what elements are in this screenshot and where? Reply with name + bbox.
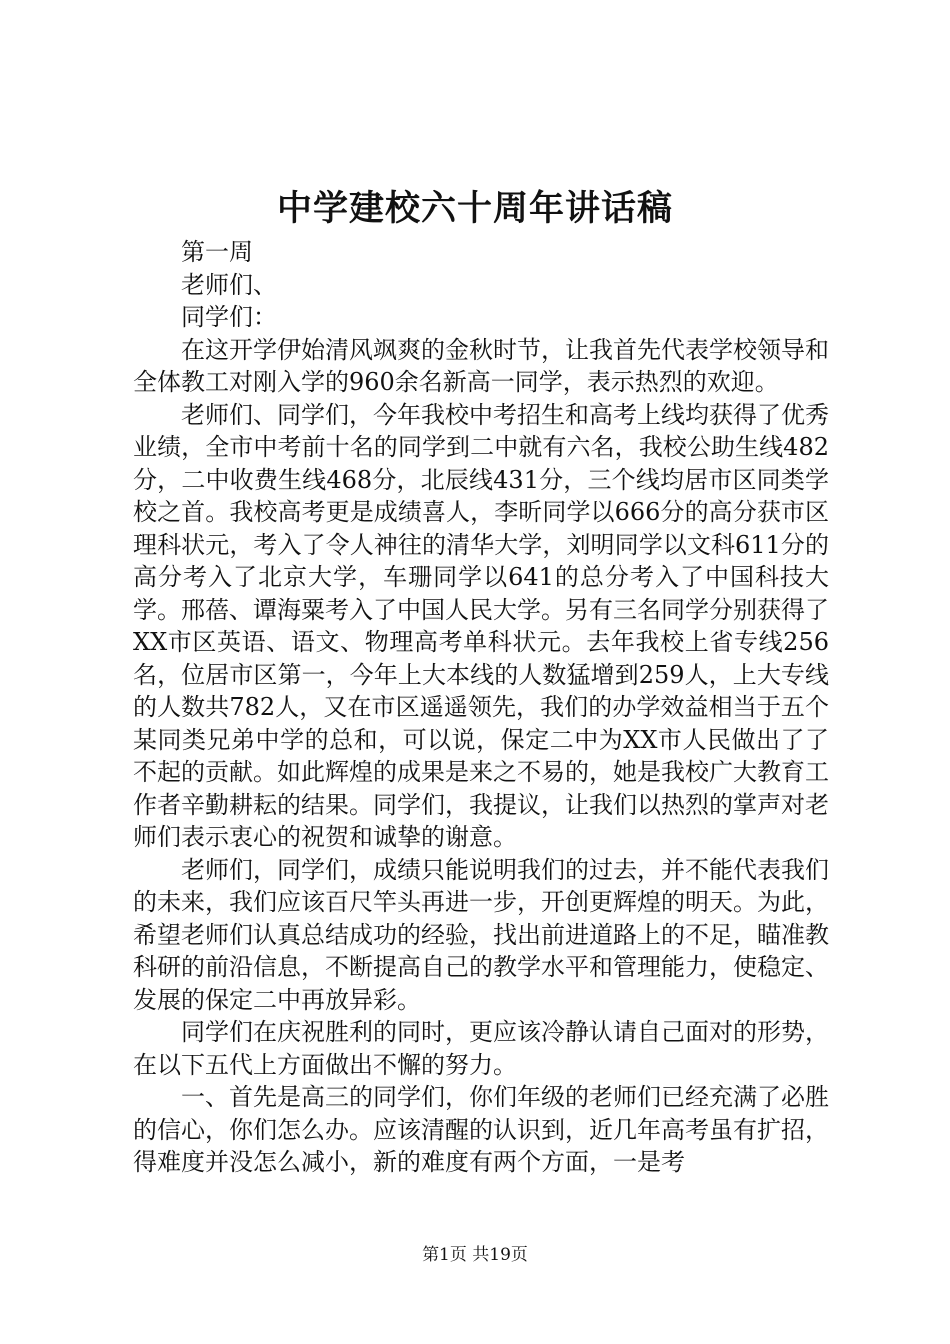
document-body (133, 236, 829, 1179)
page-number-footer: 第1页 共19页 (422, 1245, 528, 1265)
document-title: 中学建校六十周年讲话稿 (276, 188, 673, 229)
paragraph: 同学们： (181, 303, 277, 331)
paragraph: 一、首先是高三的同学们，你们年级的老师们已经充满了必胜的信心，你们怎么办。应该清醒的认识到，近几年高考虽有扩招，得难度并没怎么减小，新的难度有两个方面，一是考 (133, 1083, 829, 1176)
paragraph: 第一周 (181, 238, 253, 266)
paragraph: 老师们、 (181, 270, 277, 299)
paragraph: 老师们，同学们，成绩只能说明我们的过去，并不能代表我们的未来，我们应该百尺竿头再进一步，开创更辉煌的明天。为此，希望老师们认真总结成功的经验，找出前进道路上的不足，瞄准教科研的前沿信息，不断提高自己的教学水平和管理能力，使稳定、发展的保定二中再放异彩。 (133, 855, 829, 1014)
paragraph: 同学们在庆祝胜利的同时，更应该冷静认请自己面对的形势，在以下五代上方面做出不懈的努力。 (133, 1018, 829, 1079)
paragraph: 老师们、同学们，今年我校中考招生和高考上线均获得了优秀业绩，全市中考前十名的同学到二中就有六名，我校公助生线482分，二中收费生线468分，北辰线431分，三个线均居市区同类学校之首。我校高考更是成绩喜人，李昕同学以666分的高分获市区理科状元，考入了令人神往的清华大学，刘明同学以文科611分的高分考入了北京大学，车珊同学以641的总分考入了中国科技大学。邢蓓、谭海粟考入了中国人民大学。另有三名同学分别获得了XX市区英语、语文、物理高考单科状元。去年我校上省专线256名，位居市区第一，今年上大本线的人数猛增到259人，上大专线的人数共782人，又在市区遥遥领先，我们的办学效益相当于五个某同类兄弟中学的总和，可以说，保定二中为XX市人民做出了了不起的贡献。如此辉煌的成果是来之不易的，她是我校广大教育工作者辛勤耕耘的结果。同学们，我提议，让我们以热烈的掌声对老师们表示衷心的祝贺和诚挚的谢意。 (133, 400, 829, 851)
paragraph: 在这开学伊始清风飒爽的金秋时节，让我首先代表学校领导和全体教工对刚入学的960余名新高一同学，表示热烈的欢迎。 (133, 335, 829, 396)
